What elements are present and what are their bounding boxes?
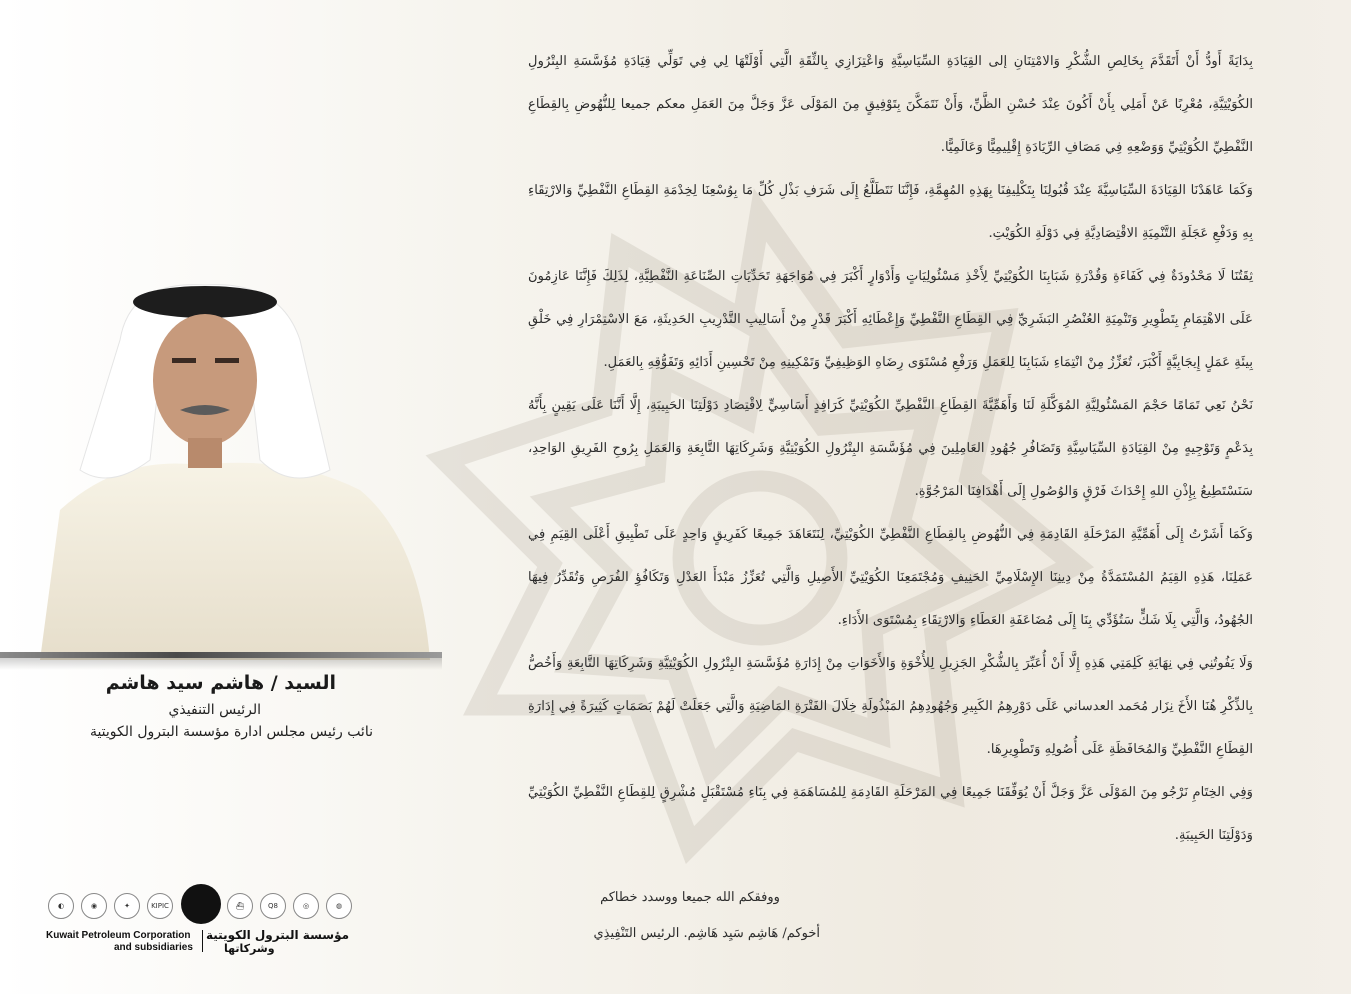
subsidiary-logo-icon: ✦ (114, 893, 140, 919)
letter-paragraph-4: نَحْنُ نَعِي تَمَامًا حَجْمَ المَسْئُولِيَّةِ المُوَكَّلَةِ لَنَا وَأَهَمِّيَّةَ القِطَاعِ النَّفْطِيِّ الكُوَيْتِيِّ كَرَافِدٍ أَسَاسِيٍّ لِاقْتِصَادِ دَوْلَتِنَا الحَبِيبَةِ، إِلَّا أَنَّنَا عَلَى يَقِينٍ بِأَنَّهُ بِدَعْمٍ وَتَوْجِيهٍ مِنْ القِيَادَةِ السِّيَاسِيَّةِ وَتَضَافُرِ جُهُودِ العَامِلِينَ فِي مُؤَسَّسَةِ البِتْرُولِ الكُوَيْتِيَّةِ وَشَرِكَاتِهَا التَّابِعَةِ وَالعَمَلِ بِرُوحِ الفَرِيقِ الوَاحِدِ، سَنَسْتَطِيعُ بِإِذْنِ اللهِ إِحْدَاثَ فَرْقٍ وَالوُصُولِ إِلَى أَهْدَافِنَا المَرْجُوَّةِ. (528, 398, 1253, 499)
corp-name-en-sub: and subsidiaries (114, 942, 193, 953)
kpc-logo-icon (181, 884, 221, 924)
letter-paragraph-2: وَكَمَا عَاهَدْنَا القِيَادَةَ السِّيَاسِيَّةَ عِنْدَ قُبُولِنَا بِتَكْلِيفِنَا بِهَذِهِ المُهِمَّةِ، فَإِنَّنَا نَتَطَلَّعُ إِلَى شَرَفِ بَذْلِ كُلِّ مَا بِوُسْعِنَا لِخِدْمَةِ القِطَاعِ النَّفْطِيِّ وَالارْتِقَاءِ بِهِ وَدَفْعِ عَجَلَةِ التَّنْمِيَةِ الاقْتِصَادِيَّةِ فِي دَوْلَةِ الكُوَيْتِ. (528, 183, 1253, 241)
subsidiary-logos (44, 884, 364, 934)
subsidiary-logo-icon: ◉ (81, 893, 107, 919)
letter-paragraph-6: وَلَا يَفُوتُنِي فِي نِهَايَةِ كَلِمَتِي هَذِهِ إِلَّا أَنْ أُعَبِّرَ بِالشُّكْرِ الجَزِيلِ لِلأُخْوَةِ وَالأَخَوَاتِ مِنْ إِدَارَةِ مُؤَسَّسَةِ البِتْرُولِ الكُوَيْتِيَّةِ وَشَرِكَاتِهَا التَّابِعَةِ وَأَخُصُّ بِالذِّكْرِ هُنَا الأَخَ نِزَار مُحَمد العدساني عَلَى دَوْرِهِمُ الكَبِيرِ وَجُهُودِهِمُ المَبْذُولَةِ خِلَالَ الفَتْرَةِ المَاضِيَةِ وَالَّتِي جَعَلَتْ لَهُمْ بَصَمَاتٍ كَثِيرَةً فِي إِدَارَةِ القِطَاعِ النَّفْطِيِّ وَالمُحَافَظَةِ عَلَى أُصُولِهِ وَتَطْوِيرِهَا. (528, 656, 1253, 757)
name-divider-shadow (0, 658, 442, 670)
portrait-photo (0, 240, 445, 660)
corp-name-ar-sub: وشركاتها (224, 942, 275, 955)
corp-name-en: Kuwait Petroleum Corporation (46, 930, 191, 941)
signature-line: أخوكم/ هَاشِم سَيِد هَاشِم. الرئيس التَنْفِيذِي (593, 926, 820, 941)
letter-paragraph-3: ثِقَتُنَا لَا مَحْدُودَةٌ فِي كَفَاءَةِ وَقُدْرَةِ شَبَابِنَا الكُوَيْتِيِّ لِأَخْذِ مَسْئُولِيَاتٍ وَأَدْوَارٍ أَكْبَرَ فِي مُوَاجَهَةِ تَحَدِّيَاتِ الصِّنَاعَةِ النَّفْطِيَّةِ، لِذَلِكَ فَإِنَّنَا عَازِمُونَ عَلَى الاهْتِمَامِ بِتَطْوِيرِ وَتَنْمِيَةِ العُنْصُرِ البَشَرِيِّ فِي القِطَاعِ النَّفْطِيِّ وَإِعْطَائِهِ أَكْبَرَ قَدْرٍ مِنْ أَسَالِيبِ التَّدْرِيبِ الحَدِيثَةِ، مَعَ الاسْتِمْرَارِ فِي خَلْقِ بِيئَةِ عَمَلٍ إِيجَابِيَّةٍ أَكْبَرَ، تُعَزِّزُ مِنْ انْتِمَاءِ شَبَابِنَا لِلعَمَلِ وَرَفْعِ مُسْتَوَى رِضَاهِ الوَظِيفِيِّ وَتَمْكِينِهِ مِنْ تَحْسِينِ أَدَائِهِ وَتَفَوُّقِهِ بِالعَمَلِ. (528, 269, 1253, 370)
letter-body (528, 40, 1253, 857)
corporate-logo-strip (44, 884, 364, 964)
letter-paragraph-5: وَكَمَا أَشَرْتُ إِلَى أَهَمِّيَّةِ المَرْحَلَةِ القَادِمَةِ فِي النُّهُوضِ بِالقِطَاعِ النَّفْطِيِّ الكُوَيْتِيِّ، لِنَتَعَاهَدَ جَمِيعًا كَفَرِيقٍ وَاحِدٍ عَلَى تَطْبِيقِ أَعْلَى القِيَمِ فِي عَمَلِنَا، هَذِهِ القِيَمُ المُسْتَمَدَّةُ مِنْ دِينِنَا الإِسْلَامِيِّ الحَنِيفِ وَمُجْتَمَعِنَا الكُوَيْتِيِّ الأَصِيلِ وَالَّتِي تُعَزِّزُ مَبْدَأَ العَدْلِ وَتَكَافُؤِ الفُرَصِ وَتُقَدِّرُ فِيهَا الجُهُودُ، وَالَّتِي بِلَا شَكٍّ سَتُؤَدِّي بِنَا إِلَى مُضَاعَفَةِ العَطَاءِ وَالارْتِقَاءِ بِمُسْتَوَى الأَدَاءِ. (528, 527, 1253, 628)
kipic-logo-icon: KIPIC (147, 893, 173, 919)
q8-logo-icon: Q8 (260, 893, 286, 919)
letter-paragraph-7: وَفِي الخِتَامِ نَرْجُو مِنَ المَوْلَى عَزَّ وَجَلَّ أَنْ يُوَفِّقَنَا جَمِيعًا فِي المَرْحَلَةِ القَادِمَةِ لِلمُسَاهَمَةِ فِي بِنَاءِ مُسْتَقْبَلٍ مُشْرِقٍ لِلقِطَاعِ النَّفْطِيِّ الكُوَيْتِيِّ وَدَوْلَتِنَا الحَبِيبَةِ. (528, 785, 1253, 843)
letter-closing (560, 880, 820, 952)
subsidiary-logo-icon: ◎ (293, 893, 319, 919)
person-role: نائب رئيس مجلس ادارة مؤسسة البترول الكويتية (89, 724, 373, 740)
closing-wish: ووفقكم الله جميعا ووسدد خطاكم (600, 890, 780, 905)
subsidiary-logo-icon: ◐ (48, 893, 74, 919)
subsidiary-logo-icon: ◍ (326, 893, 352, 919)
person-title: الرئيس التنفيذي (168, 702, 261, 718)
subsidiary-logo-icon: ⛴ (227, 893, 253, 919)
person-name: السيد / هاشم سيد هاشم (105, 672, 336, 694)
corp-name-ar: مؤسسة البترول الكويتية (206, 928, 350, 942)
corp-name-divider (202, 930, 203, 952)
letter-paragraph-1: بِدَايَةً أَودُّ أَنْ أَتَقَدَّمَ بِخَالِصِ الشُّكْرِ وَالامْتِنَانِ إلى القِيَادَةِ السِّيَاسِيَّةِ وَاعْتِزَازِي بِالثِّقَةِ الَّتِي أَوْلَتْهَا لِي فِي تَوَلِّي قِيَادَةِ مُؤَسَّسَةِ البِتْرُولِ الكُوَيْتِيَّةِ، مُعْرِبًا عَنْ أَمَلِي بِأَنْ أَكُونَ عِنْدَ حُسْنِ الظَّنِّ، وَأَنْ نَتَمَكَّنَ بِتَوْفِيقٍ مِنَ المَوْلَى عَزَّ وَجَلَّ مِنَ العَمَلِ معكم جميعا لِلنُّهُوضِ بِالقِطَاعِ النَّفْطِيِّ الكُوَيْتِيِّ وَوَضْعِهِ فِي مَصَافِ الرِّيَادَةِ إِقْلِيمِيًّا وَعَالَمِيًّا. (528, 54, 1253, 155)
